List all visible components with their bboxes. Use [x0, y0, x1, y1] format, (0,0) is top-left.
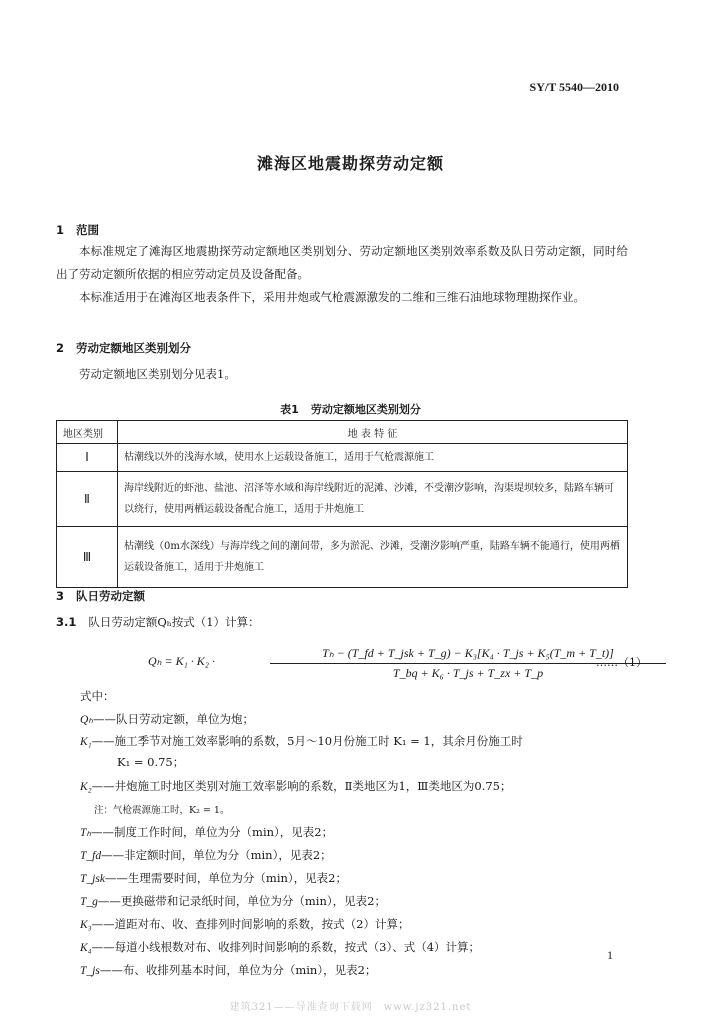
page-number: 1	[607, 948, 613, 962]
definition-item: Tₕ——制度工作时间，单位为分（min），见表2；	[80, 825, 334, 839]
table-row	[57, 472, 628, 527]
paragraph: 本标准规定了滩海区地震勘探劳动定额地区类别划分、劳动定额地区类别效率系数及队日劳动定额，同时给出了劳动定额所依据的相应劳动定员及设备配备。	[56, 244, 628, 281]
document-title: 滩海区地震勘探劳动定额	[256, 154, 444, 173]
definition-item: T_fd——非定额时间，单位为分（min），见表2；	[80, 848, 332, 862]
table-caption: 表1 劳动定额地区类别划分	[280, 403, 421, 416]
table-header-row	[57, 421, 628, 444]
definition-item: K₃——道距对布、收、查排列时间影响的系数，按式（2）计算；	[80, 917, 410, 931]
equation-number: ……（1）	[596, 656, 647, 669]
definition-item: K₄——每道小线根数对布、收排列时间影响的系数，按式（3）、式（4）计算；	[80, 940, 481, 954]
table-header-cell: 地 表 特 征	[118, 421, 628, 444]
section-heading: 2 劳动定额地区类别划分	[56, 341, 191, 355]
formula-denominator: T_bq + K₆ · T_js + T_zx + T_p	[392, 666, 544, 680]
table-cell: Ⅰ	[57, 444, 118, 472]
formula-numerator: Tₕ − (T_fd + T_jsk + T_g) − K₃[K₄ · T_js + K₅(T_m + T_t)]	[322, 646, 614, 660]
definition-item: T_g——更换磁带和记录纸时间，单位为分（min），见表2；	[80, 894, 386, 908]
table-row	[57, 527, 628, 588]
region-class-table	[56, 420, 628, 588]
definition-item: T_jsk——生理需要时间，单位为分（min），见表2；	[80, 871, 347, 885]
table-cell: Ⅲ	[57, 527, 118, 588]
definition-item: K₁——施工季节对施工效率影响的系数，5月～10月份施工时 K₁ = 1，其余月份施工时	[80, 734, 523, 748]
paragraph: 劳动定额地区类别划分见表1。	[79, 367, 236, 381]
definitions-intro: 式中：	[80, 689, 115, 703]
section-heading: 1 范围	[56, 223, 99, 237]
table-cell: 海岸线附近的虾池、盐池、沼泽等水域和海岸线附近的泥滩、沙滩，不受潮汐影响，沟渠堤坝较多，陆路车辆可以绕行，使用两栖运载设备配合施工，适用于井炮施工	[118, 472, 628, 527]
section-heading: 3 队日劳动定额	[56, 589, 145, 603]
table-row	[57, 444, 628, 472]
definition-continuation: K₁ = 0.75；	[117, 755, 185, 769]
table-cell: Ⅱ	[57, 472, 118, 527]
definition-item: Qₕ——队日劳动定额，单位为炮；	[80, 712, 254, 726]
definition-note: 注：气枪震源施工时，K₂ = 1。	[94, 805, 230, 816]
table-header-cell: 地区类别	[57, 421, 118, 444]
paragraph: 本标准适用于在滩海区地表条件下，采用井炮或气枪震源激发的二维和三维石油地球物理勘探作业。	[79, 290, 585, 304]
watermark: 建筑321——导准查询下载网 www.jz321.net	[229, 1002, 472, 1013]
standard-code: SY/T 5540—2010	[529, 80, 619, 94]
formula-lhs: Qₕ = K₁ · K₂ ·	[148, 654, 215, 668]
definition-item: T_js——布、收排列基本时间，单位为分（min），见表2；	[80, 963, 377, 977]
table-cell: 枯潮线（0m水深线）与海岸线之间的潮间带，多为淤泥、沙滩，受潮汐影响严重，陆路车辆不能通行，使用两栖运载设备施工，适用于井炮施工	[118, 527, 628, 588]
definition-item: K₂——井炮施工时地区类别对施工效率影响的系数，Ⅱ类地区为1，Ⅲ类地区为0.75；	[80, 779, 512, 793]
table-cell: 枯潮线以外的浅海水域，使用水上运载设备施工，适用于气枪震源施工	[118, 444, 628, 472]
subsection-heading: 3.1 队日劳动定额Qₕ按式（1）计算：	[56, 615, 260, 629]
